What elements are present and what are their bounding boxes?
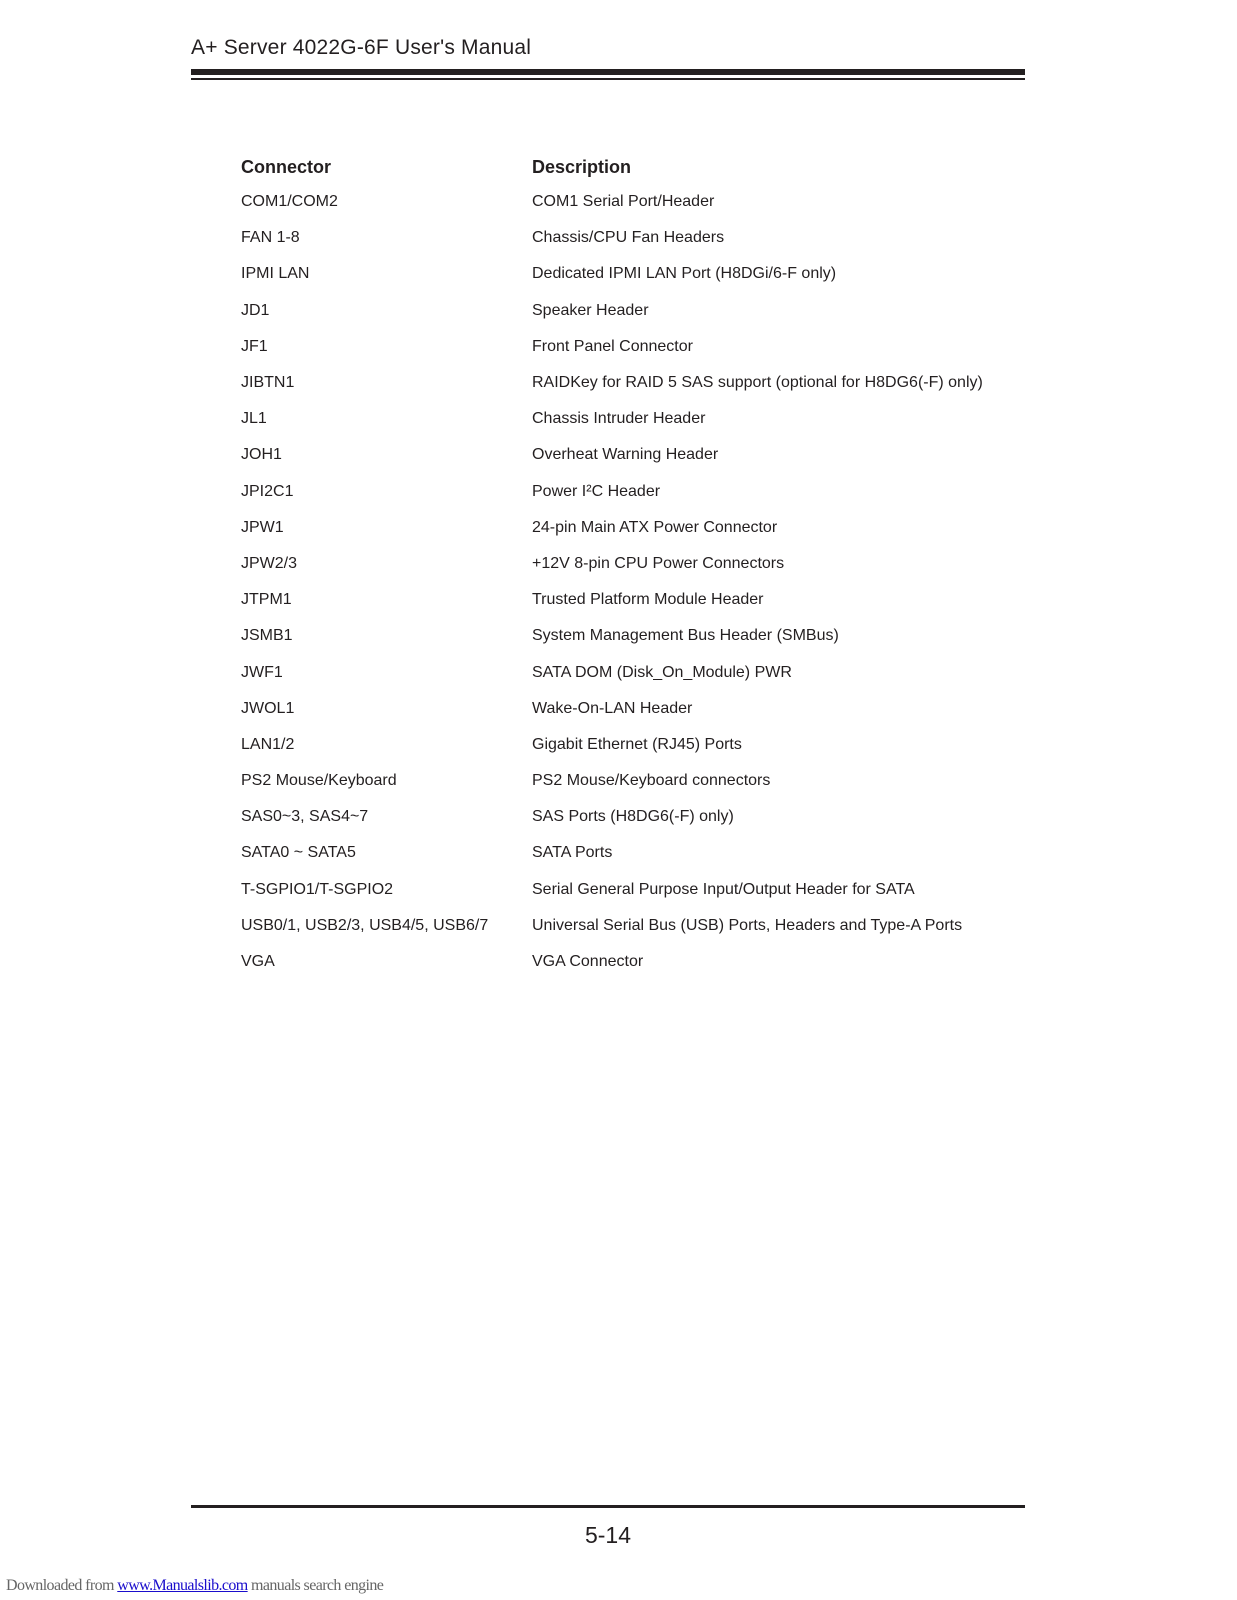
- footer-rule: [191, 1505, 1025, 1508]
- connector-cell: JL1: [241, 410, 267, 428]
- download-suffix: manuals search engine: [247, 1577, 384, 1594]
- connector-cell: IPMI LAN: [241, 265, 310, 283]
- description-cell: Serial General Purpose Input/Output Header for SATA: [532, 880, 915, 898]
- table-row: [241, 835, 1021, 871]
- connector-cell: JSMB1: [241, 627, 293, 645]
- description-cell: Chassis Intruder Header: [532, 410, 706, 428]
- description-cell: PS2 Mouse/Keyboard connectors: [532, 772, 771, 790]
- table-row: [241, 908, 1021, 944]
- description-cell: Chassis/CPU Fan Headers: [532, 229, 725, 247]
- table-row: [241, 329, 1021, 365]
- table-row: [241, 184, 1021, 220]
- connector-cell: JOH1: [241, 446, 282, 464]
- description-cell: +12V 8-pin CPU Power Connectors: [532, 554, 785, 572]
- table-row: [241, 293, 1021, 329]
- table-row: [241, 799, 1021, 835]
- table-row: [241, 582, 1021, 618]
- connector-cell: PS2 Mouse/Keyboard: [241, 772, 397, 790]
- table-row: [241, 474, 1021, 510]
- description-cell: Universal Serial Bus (USB) Ports, Headers and Type-A Ports: [532, 916, 963, 934]
- connector-cell: JTPM1: [241, 591, 292, 609]
- description-cell: VGA Connector: [532, 953, 644, 971]
- table-row: [241, 510, 1021, 546]
- table-body: [241, 184, 1021, 980]
- table-row: [241, 654, 1021, 690]
- download-prefix: Downloaded from: [6, 1577, 118, 1594]
- table-row: [241, 546, 1021, 582]
- column-header-connector: Connector: [241, 156, 331, 177]
- table-row: [241, 872, 1021, 908]
- manualslib-link[interactable]: www.Manualslib.com: [117, 1577, 248, 1594]
- connector-cell: JPW1: [241, 518, 284, 536]
- description-cell: COM1 Serial Port/Header: [532, 193, 715, 211]
- table-row: [241, 691, 1021, 727]
- table-header-row: [241, 150, 1021, 184]
- page-number: 5-14: [584, 1522, 632, 1548]
- description-cell: Wake-On-LAN Header: [532, 699, 693, 717]
- table-row: [241, 401, 1021, 437]
- description-cell: RAIDKey for RAID 5 SAS support (optional for H8DG6(-F) only): [532, 374, 983, 392]
- download-banner: [6, 1577, 383, 1595]
- description-cell: Speaker Header: [532, 301, 649, 319]
- column-header-description: Description: [532, 156, 632, 177]
- description-cell: Gigabit Ethernet (RJ45) Ports: [532, 735, 742, 753]
- connector-cell: SATA0 ~ SATA5: [241, 844, 356, 862]
- table-row: [241, 763, 1021, 799]
- connector-cell: JF1: [241, 337, 268, 355]
- description-cell: SAS Ports (H8DG6(-F) only): [532, 808, 734, 826]
- header-rule-thin: [191, 78, 1025, 80]
- connector-cell: SAS0~3, SAS4~7: [241, 808, 369, 826]
- connector-cell: USB0/1, USB2/3, USB4/5, USB6/7: [241, 916, 489, 934]
- description-cell: 24-pin Main ATX Power Connector: [532, 518, 778, 536]
- connector-cell: T-SGPIO1/T-SGPIO2: [241, 880, 394, 898]
- description-cell: Overheat Warning Header: [532, 446, 719, 464]
- description-cell: Front Panel Connector: [532, 337, 693, 355]
- connector-cell: VGA: [241, 953, 275, 971]
- connector-cell: FAN 1-8: [241, 229, 300, 247]
- connector-cell: JPW2/3: [241, 554, 298, 572]
- table-row: [241, 437, 1021, 473]
- description-cell: Power I²C Header: [532, 482, 661, 500]
- table-row: [241, 365, 1021, 401]
- table-row: [241, 256, 1021, 292]
- description-cell: SATA DOM (Disk_On_Module) PWR: [532, 663, 792, 681]
- description-cell: Dedicated IPMI LAN Port (H8DGi/6-F only): [532, 265, 837, 283]
- description-cell: SATA Ports: [532, 844, 613, 862]
- table-row: [241, 944, 1021, 980]
- connector-table: [241, 150, 1021, 980]
- connector-cell: JPI2C1: [241, 482, 294, 500]
- header-rule-thick: [191, 69, 1025, 75]
- description-cell: Trusted Platform Module Header: [532, 591, 764, 609]
- connector-cell: JD1: [241, 301, 270, 319]
- manual-title: A+ Server 4022G-6F User's Manual: [191, 36, 532, 59]
- table-row: [241, 727, 1021, 763]
- description-cell: System Management Bus Header (SMBus): [532, 627, 839, 645]
- connector-cell: COM1/COM2: [241, 193, 338, 211]
- connector-cell: JWF1: [241, 663, 283, 681]
- connector-cell: JWOL1: [241, 699, 295, 717]
- table-row: [241, 220, 1021, 256]
- table-row: [241, 618, 1021, 654]
- connector-cell: JIBTN1: [241, 374, 295, 392]
- connector-cell: LAN1/2: [241, 735, 295, 753]
